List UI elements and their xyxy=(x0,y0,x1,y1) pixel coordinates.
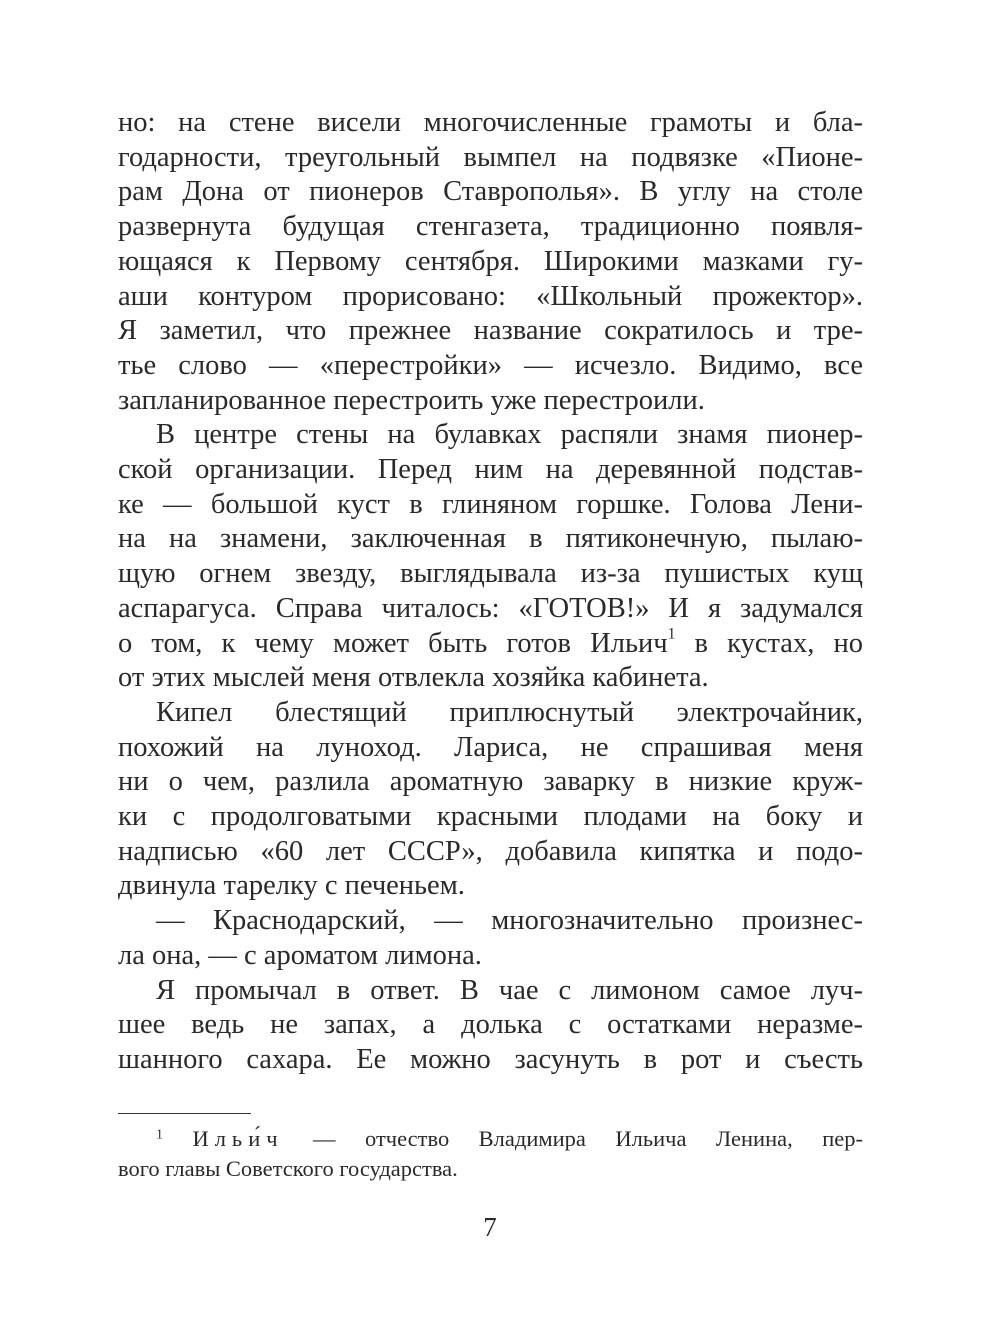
footnote-term: Ильи́ч xyxy=(192,1126,284,1151)
text-line: В центре стены на булавках распяли знамя пионер- xyxy=(156,419,863,451)
text-line: шее ведь не запах, а долька с остатками неразме- xyxy=(118,1009,863,1041)
text-fragment: в кустах, но xyxy=(675,627,863,659)
footnote-line: вого главы Советского государства. xyxy=(118,1156,458,1181)
text-line: на на знамени, заключенная в пятиконечную, пылаю- xyxy=(118,523,863,555)
text-line: тье слово — «перестройки» — исчезло. Видимо, все xyxy=(118,349,863,381)
text-line: ки с продолговатыми красными плодами на боку и xyxy=(118,801,863,833)
text-line: ла она, — с ароматом лимона. xyxy=(118,939,482,971)
text-line: от этих мыслей меня отвлекла хозяйка кабинета. xyxy=(118,662,709,694)
text-line: развернута будущая стенгазета, традиционно появля- xyxy=(118,211,863,243)
text-line-with-footnote-ref xyxy=(118,627,863,662)
paragraph-3 xyxy=(118,696,863,904)
text-line: ке — большой куст в глиняном горшке. Голова Лени- xyxy=(118,488,863,520)
footnote-text: — отчество Владимира Ильича Ленина, пер- xyxy=(283,1126,863,1151)
page-number: 7 xyxy=(483,1212,497,1242)
text-line: ни о чем, разлила ароматную заварку в низкие круж- xyxy=(118,766,863,798)
text-line: аши контуром прорисовано: «Школьный прожектор». xyxy=(118,280,863,312)
paragraph-5 xyxy=(118,974,863,1078)
footnote-marker: 1 xyxy=(156,1127,163,1143)
text-line: но: на стене висели многочисленные грамоты и бла- xyxy=(118,107,863,138)
text-line: надписью «60 лет СССР», добавила кипятка и подо- xyxy=(118,835,863,867)
footnote xyxy=(118,1124,863,1184)
text-line: Кипел блестящий приплюснутый электрочайник, xyxy=(156,696,863,728)
text-line: похожий на луноход. Лариса, не спрашивая меня xyxy=(118,731,863,763)
text-line: Я заметил, что прежнее название сократилось и тре- xyxy=(118,315,863,347)
text-line: — Краснодарский, — многозначительно произнес- xyxy=(156,905,863,937)
text-line: запланированное перестроить уже перестроили. xyxy=(118,384,705,416)
text-line: шанного сахара. Ее можно засунуть в рот и съесть xyxy=(118,1043,863,1075)
text-line: двинула тарелку с печеньем. xyxy=(118,870,465,902)
paragraph-4-dialogue xyxy=(118,904,863,973)
page-body xyxy=(118,106,863,1078)
text-line: ющаяся к Первому сентября. Широкими мазками гу- xyxy=(118,245,863,277)
text-line: щую огнем звезду, выглядывала из-за пушистых кущ xyxy=(118,558,863,590)
footnote-line xyxy=(118,1124,863,1154)
paragraph-1 xyxy=(118,106,863,418)
text-line: годарности, треугольный вымпел на подвязке «Пионе- xyxy=(118,141,863,173)
footnote-reference[interactable]: 1 xyxy=(667,625,676,643)
text-line: Я промычал в ответ. В чае с лимоном самое луч- xyxy=(156,974,863,1006)
text-line: рам Дона от пионеров Ставрополья». В углу на столе xyxy=(118,176,863,208)
footnote-divider xyxy=(118,1113,251,1114)
text-line: ской организации. Перед ним на деревянной подстав- xyxy=(118,454,863,486)
text-fragment: о том, к чему может быть готов Ильич xyxy=(118,627,668,659)
text-line: аспарагуса. Справа читалось: «ГОТОВ!» И я задумался xyxy=(118,592,863,624)
paragraph-2 xyxy=(118,418,863,696)
